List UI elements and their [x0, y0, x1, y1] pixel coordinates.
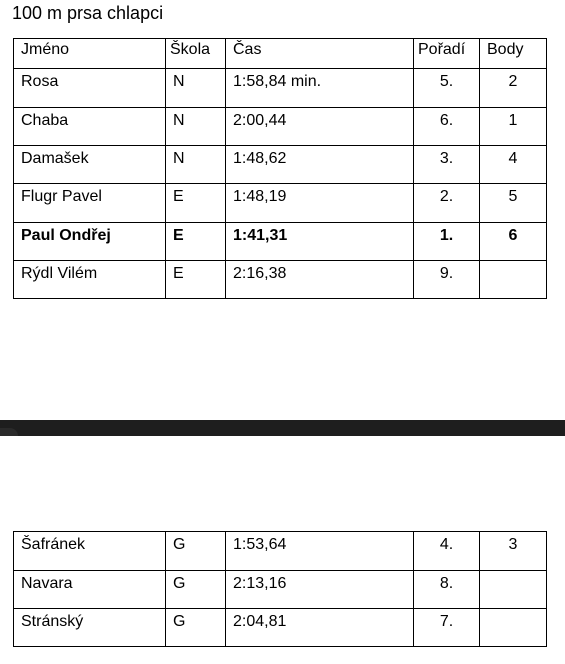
page-break-bar: [0, 420, 565, 436]
cell-time: 2:16,38: [226, 261, 414, 299]
cell-rank: 7.: [414, 609, 480, 647]
cell-time: 1:41,31: [226, 223, 414, 261]
results-table-continued: [13, 531, 547, 647]
cell-points: [480, 609, 547, 647]
cell-points: 4: [480, 146, 547, 184]
results-table: [13, 38, 547, 299]
cell-rank: 3.: [414, 146, 480, 184]
table-row: [14, 261, 547, 299]
cell-time: 2:13,16: [226, 571, 414, 609]
cell-time: 1:53,64: [226, 532, 414, 571]
cell-points: [480, 261, 547, 299]
cell-time: 2:04,81: [226, 609, 414, 647]
cell-school: E: [166, 184, 226, 223]
header-points: Body: [480, 39, 547, 69]
cell-rank: 6.: [414, 108, 480, 146]
cell-time: 1:48,19: [226, 184, 414, 223]
table-row: [14, 184, 547, 223]
table-row: [14, 146, 547, 184]
cell-school: E: [166, 223, 226, 261]
cell-school: G: [166, 571, 226, 609]
cell-name: Šafránek: [14, 532, 166, 571]
cell-rank: 1.: [414, 223, 480, 261]
cell-school: G: [166, 609, 226, 647]
cell-name: Chaba: [14, 108, 166, 146]
cell-points: 6: [480, 223, 547, 261]
cell-school: G: [166, 532, 226, 571]
page-break-notch: [0, 428, 18, 436]
cell-points: 1: [480, 108, 547, 146]
table-row: [14, 69, 547, 108]
cell-name: Flugr Pavel: [14, 184, 166, 223]
cell-time: 1:48,62: [226, 146, 414, 184]
cell-name: Rýdl Vilém: [14, 261, 166, 299]
cell-rank: 4.: [414, 532, 480, 571]
document-title: 100 m prsa chlapci: [12, 3, 164, 23]
cell-points: 3: [480, 532, 547, 571]
table-row: [14, 532, 547, 571]
cell-rank: 5.: [414, 69, 480, 108]
cell-name: Navara: [14, 571, 166, 609]
table-header-row: [14, 39, 547, 69]
header-school: Škola: [166, 39, 226, 69]
cell-rank: 9.: [414, 261, 480, 299]
cell-points: 2: [480, 69, 547, 108]
cell-rank: 2.: [414, 184, 480, 223]
cell-name: Stránský: [14, 609, 166, 647]
cell-school: N: [166, 146, 226, 184]
header-rank: Pořadí: [414, 39, 480, 69]
table-row: [14, 571, 547, 609]
cell-name: Rosa: [14, 69, 166, 108]
cell-points: [480, 571, 547, 609]
table-row-winner: [14, 223, 547, 261]
cell-school: E: [166, 261, 226, 299]
table-row: [14, 108, 547, 146]
cell-time: 1:58,84 min.: [226, 69, 414, 108]
header-name: Jméno: [14, 39, 166, 69]
cell-school: N: [166, 108, 226, 146]
header-time: Čas: [226, 39, 414, 69]
cell-time: 2:00,44: [226, 108, 414, 146]
cell-points: 5: [480, 184, 547, 223]
cell-rank: 8.: [414, 571, 480, 609]
cell-name: Paul Ondřej: [14, 223, 166, 261]
cell-school: N: [166, 69, 226, 108]
table-row: [14, 609, 547, 647]
cell-name: Damašek: [14, 146, 166, 184]
